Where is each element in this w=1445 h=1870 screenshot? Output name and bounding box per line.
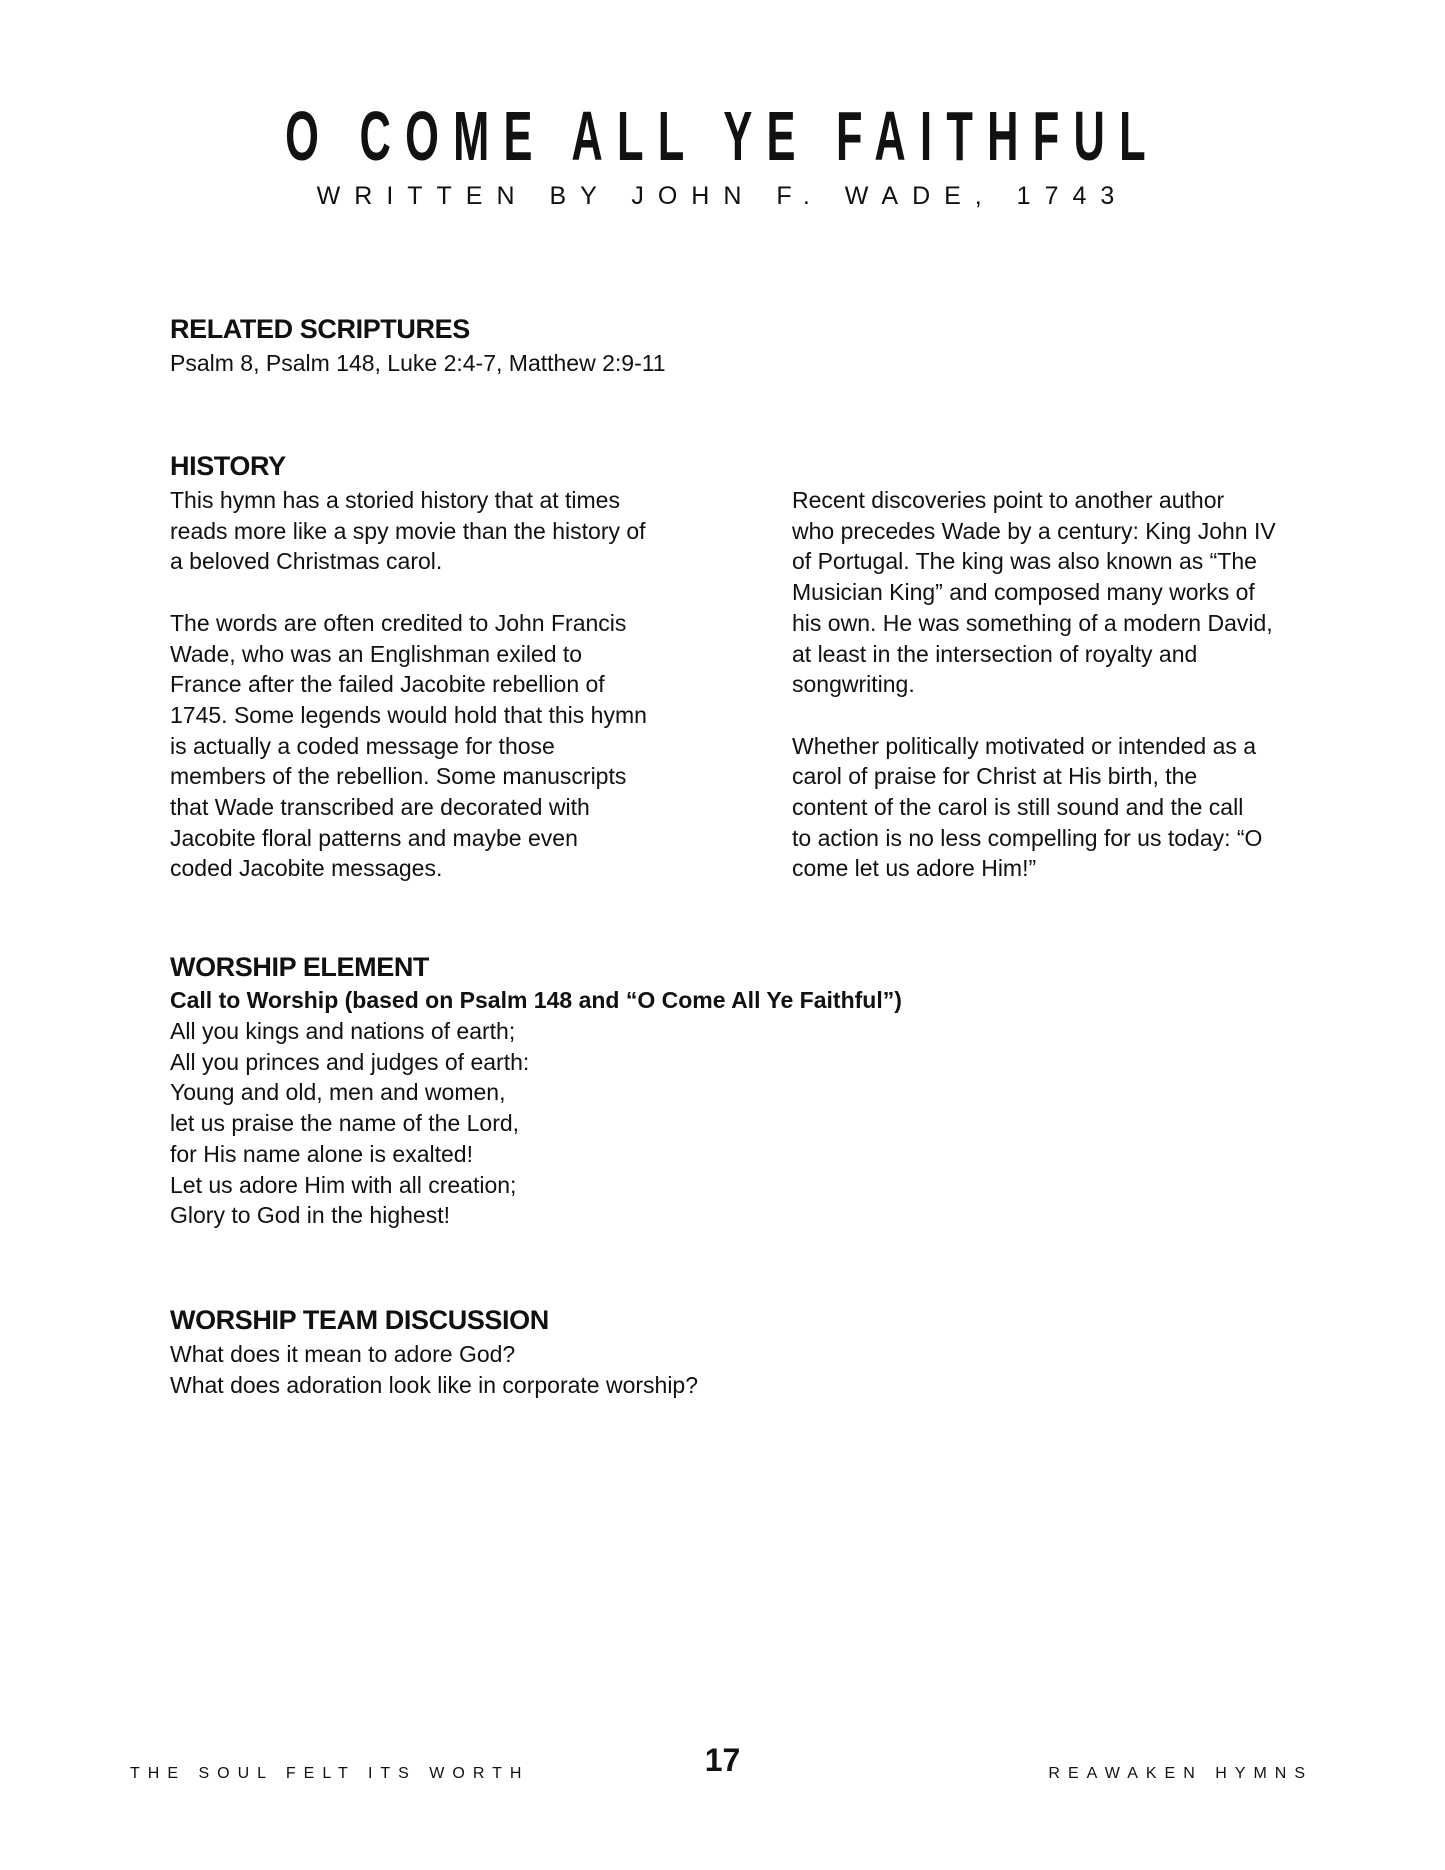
footer-series-title: REAWAKEN HYMNS: [1048, 1765, 1313, 1782]
related-scriptures-text: Psalm 8, Psalm 148, Luke 2:4-7, Matthew 2:9-11: [170, 350, 666, 376]
discussion-heading: WORSHIP TEAM DISCUSSION: [170, 1305, 549, 1335]
hymn-title: O COME ALL YE FAITHFUL: [285, 97, 1160, 175]
worship-element-heading: WORSHIP ELEMENT: [170, 952, 430, 982]
worship-element-subheading: Call to Worship (based on Psalm 148 and “O Come All Ye Faithful”): [170, 987, 902, 1013]
history-left-column: This hymn has a storied history that at times reads more like a spy movie than the history of a beloved Christmas carol. The words are often credited to John Francis Wade, who was an Englishman exiled to France after the failed Jacobite rebellion of 1745. Some legends would hold that this hymn is actually a coded message for those members of the rebellion. Some manuscripts that Wade transcribed are decorated with Jacobite floral patterns and maybe even coded Jacobite messages.: [170, 487, 647, 882]
discussion-text: What does it mean to adore God? What does adoration look like in corporate worship?: [170, 1341, 699, 1398]
history-heading: HISTORY: [170, 451, 286, 481]
hymn-subtitle: WRITTEN BY JOHN F. WADE, 1743: [316, 182, 1129, 210]
related-scriptures-heading: RELATED SCRIPTURES: [170, 314, 470, 344]
history-right-column: Recent discoveries point to another author who precedes Wade by a century: King John IV of Portugal. The king was also known as “The Musician King” and composed many works of his own. He was something of a modern David, at least in the intersection of royalty and songwriting. Whether politically motivated or intended as a carol of praise for Christ at His birth, the content of the carol is still sound and the call to action is no less compelling for us today: “O come let us adore Him!”: [792, 487, 1276, 882]
call-to-worship-text: All you kings and nations of earth; All you princes and judges of earth: Young and old, men and women, let us praise the name of the Lord, for His name alone is exalted! Let us adore Him with all creation; Glory to God in the highest!: [170, 1018, 530, 1229]
page-number: 17: [704, 1742, 741, 1778]
footer-book-title: THE SOUL FELT ITS WORTH: [130, 1765, 530, 1782]
